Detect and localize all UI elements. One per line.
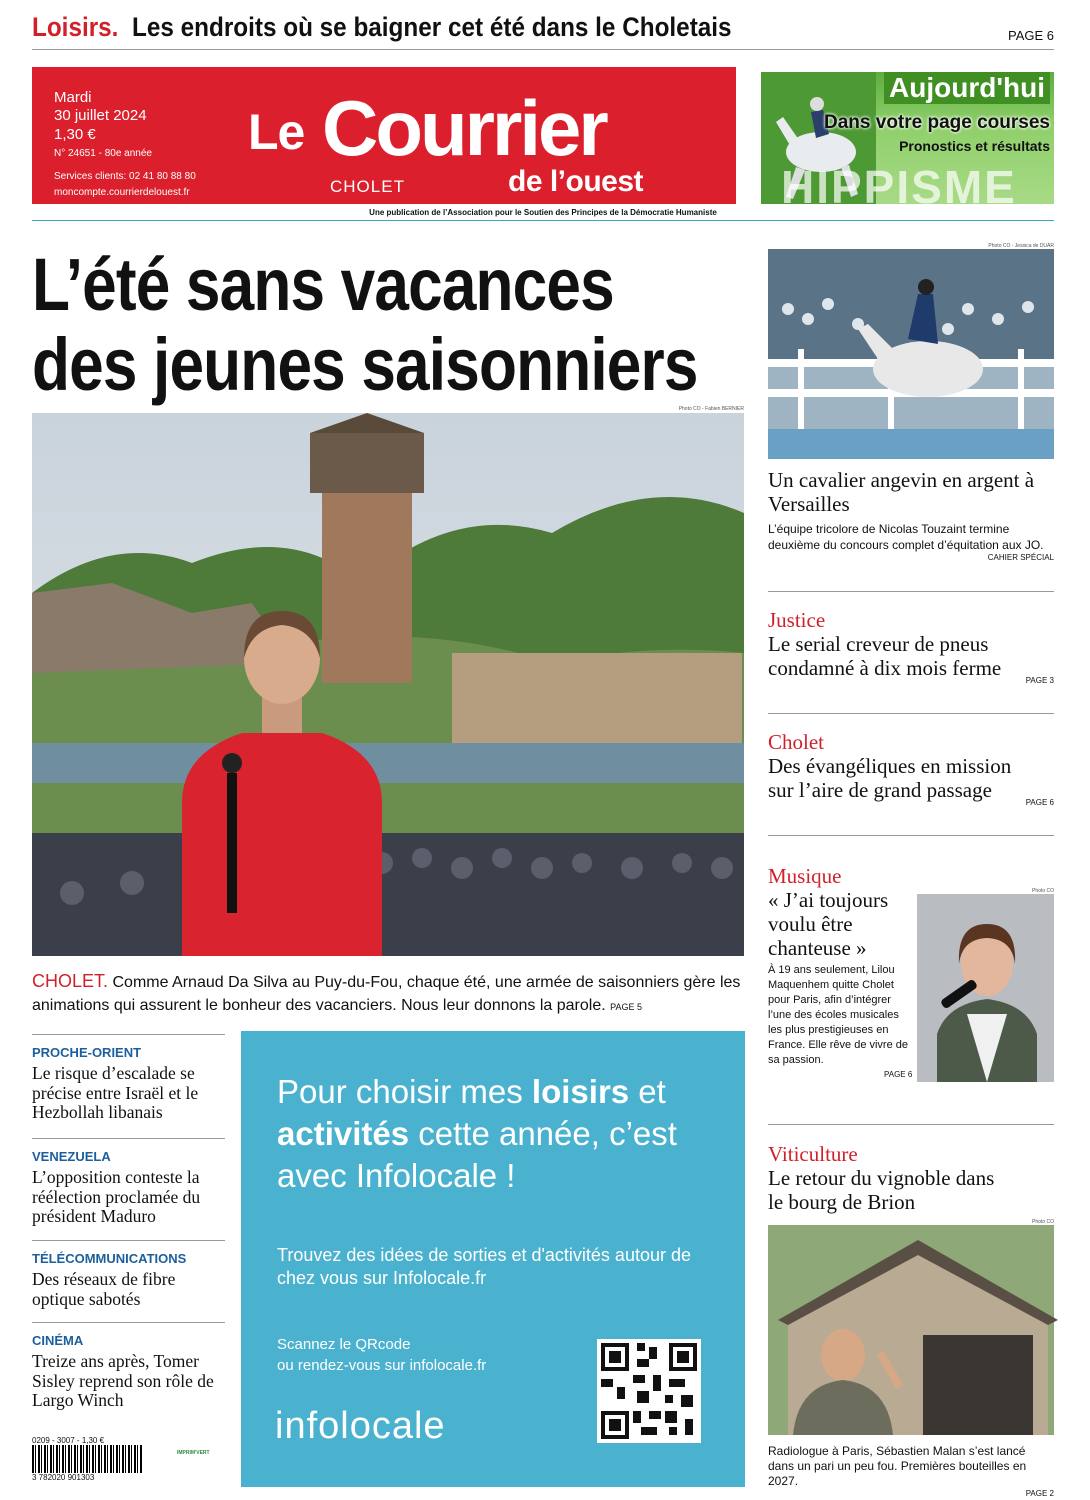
barcode (32, 1436, 222, 1486)
viticulture-photo-credit: Photo CO (1032, 1219, 1054, 1225)
justice-category: Justice (768, 608, 826, 632)
caption-city: CHOLET. (32, 971, 109, 991)
masthead-issue: N° 24651 - 80e année (54, 148, 152, 159)
show-jumping-photo (768, 249, 1054, 459)
ad-text-c: et (629, 1073, 666, 1110)
ad-subtext: Trouvez des idées de sorties et d'activités autour de chez vous sur Infolocale.fr (277, 1245, 691, 1288)
ad-text-a: Pour choisir mes (277, 1073, 532, 1110)
equestrian-title: Un cavalier angevin en argent à Versailles (768, 468, 1035, 516)
teaser-kicker: Loisirs. (32, 12, 119, 42)
divider (768, 713, 1054, 714)
cholet-title: Des évangéliques en mission sur l’aire de grand passage (768, 754, 1012, 802)
ad-scan-line1: Scannez le QRcode (277, 1336, 411, 1353)
justice-title: Le serial creveur de pneus condamné à dix mois ferme (768, 632, 1002, 680)
story-equestrian[interactable] (768, 468, 1054, 562)
masthead-services (54, 169, 196, 200)
imprim-vert-label: IMPRIM'VERT (177, 1450, 210, 1456)
story-justice[interactable] (768, 608, 1054, 685)
justice-page: PAGE 3 (1025, 676, 1054, 685)
promo-today: Aujourd'hui (884, 72, 1050, 104)
promo-big: HIPPISME (781, 161, 1017, 213)
puy-du-fou-photo (32, 413, 744, 956)
brief-cinema[interactable] (32, 1322, 225, 1411)
musique-category: Musique (768, 864, 842, 888)
top-teaser[interactable] (32, 12, 1054, 50)
ad-headline (277, 1071, 727, 1197)
singer-photo[interactable] (917, 894, 1054, 1082)
barcode-number: 3 782020 901303 (32, 1473, 95, 1482)
winemaker-photo[interactable] (768, 1225, 1054, 1498)
publisher-line: Une publication de l’Association pour le Soutien des Principes de la Démocratie Humaniste (32, 205, 1054, 221)
musique-sub: À 19 ans seulement, Lilou Maquenhem quitte Cholet pour Paris, afin d’intégrer l’une des écoles musicales les plus prestigieuses en France. Elle rêve de vivre de sa passion. (768, 964, 909, 1066)
logo-courrier: Courrier (322, 84, 606, 172)
musique-page: PAGE 6 (884, 1070, 913, 1079)
masthead-price: 1,30 € (54, 126, 96, 143)
masthead (32, 67, 736, 204)
brief-proche-orient[interactable] (32, 1034, 225, 1123)
brief-category: VENEZUELA (32, 1149, 111, 1164)
caption-text: Comme Arnaud Da Silva au Puy-du-Fou, chaque été, une armée de saisonniers gère les animations qui assurent le bonheur des vacanciers. Nous leur donnons la parole. (32, 974, 741, 1014)
masthead-meta (54, 89, 196, 200)
qr-code-icon[interactable] (597, 1339, 701, 1443)
brief-text: Des réseaux de fibre optique sabotés (32, 1269, 176, 1309)
ad-text-d: activités (277, 1115, 410, 1152)
divider (768, 591, 1054, 592)
musique-title: « J’ai toujours voulu être chanteuse » (768, 888, 889, 960)
headline-line1: L’été sans vacances (32, 243, 614, 326)
logo-ouest: de l’ouest (508, 165, 644, 198)
caption-page: PAGE 5 (610, 1002, 642, 1012)
equestrian-photo[interactable] (768, 249, 1054, 459)
teaser-page: PAGE 6 (1007, 28, 1054, 43)
ad-scan-line2: ou rendez-vous sur infolocale.fr (277, 1357, 487, 1374)
equestrian-page: CAHIER SPÉCIAL (987, 553, 1054, 562)
divider (768, 1124, 1054, 1125)
services-website[interactable]: moncompte.courrierdelouest.fr (54, 186, 190, 198)
promo-line1: Dans votre page courses (824, 112, 1050, 133)
teaser-title: Les endroits où se baigner cet été dans le Choletais (132, 12, 733, 42)
headline-line2: des jeunes saisonniers (32, 323, 698, 406)
ad-text-b: loisirs (531, 1073, 630, 1110)
divider (768, 835, 1054, 836)
logo-edition: CHOLET (330, 177, 405, 196)
equestrian-sub: L’équipe tricolore de Nicolas Touzaint termine deuxième du concours complet d’équitation aux JO. (768, 522, 1044, 552)
viticulture-page: PAGE 2 (1025, 1489, 1054, 1498)
brief-text: L’opposition conteste la réélection proclamée du président Maduro (32, 1167, 201, 1226)
story-viticulture[interactable] (768, 1142, 1054, 1214)
brief-text: Treize ans après, Tomer Sisley reprend son rôle de Largo Winch (32, 1351, 214, 1410)
infolocale-ad[interactable] (241, 1031, 745, 1487)
viticulture-title: Le retour du vignoble dans le bourg de Brion (768, 1166, 995, 1214)
barcode-bars (32, 1445, 142, 1473)
brief-venezuela[interactable] (32, 1138, 225, 1227)
barcode-top: 0209 - 3007 - 1,30 € (32, 1436, 105, 1445)
ad-brand: infolocale (275, 1405, 446, 1447)
equestrian-photo-credit: Photo CO - Jessica de DUAR (988, 243, 1054, 249)
story-cholet[interactable] (768, 730, 1054, 807)
brief-category: TÉLÉCOMMUNICATIONS (32, 1251, 187, 1266)
cholet-page: PAGE 6 (1025, 798, 1054, 807)
ad-scan (277, 1334, 486, 1376)
logo-le: Le (248, 104, 305, 160)
services-phone: Services clients: 02 41 80 88 80 (54, 171, 196, 182)
masthead-date: 30 juillet 2024 (54, 107, 147, 124)
main-headline[interactable] (32, 243, 698, 406)
viticulture-sub: Radiologue à Paris, Sébastien Malan s’est lancé dans un pari un peu fou. Premières bouteilles en 2027. (768, 1444, 1027, 1488)
winemaker-image (768, 1225, 1054, 1435)
cholet-category: Cholet (768, 730, 824, 754)
brief-category: PROCHE-ORIENT (32, 1045, 142, 1060)
main-photo-credit: Photo CO - Fabien BERNIER (678, 406, 744, 412)
hippisme-promo[interactable] (761, 72, 1054, 213)
promo-line2: Pronostics et résultats (899, 138, 1050, 154)
brief-telecommunications[interactable] (32, 1240, 225, 1309)
brief-category: CINÉMA (32, 1333, 84, 1348)
main-photo[interactable] (32, 413, 744, 956)
masthead-day: Mardi (54, 89, 92, 106)
brief-text: Le risque d’escalade se précise entre Israël et le Hezbollah libanais (32, 1063, 199, 1122)
viticulture-category: Viticulture (768, 1142, 858, 1166)
musique-photo-credit: Photo CO (1032, 888, 1054, 894)
ad-text-e: cette année, c’est avec Infolocale ! (277, 1115, 677, 1194)
singer-image (917, 894, 1054, 1082)
main-caption (32, 970, 744, 1019)
